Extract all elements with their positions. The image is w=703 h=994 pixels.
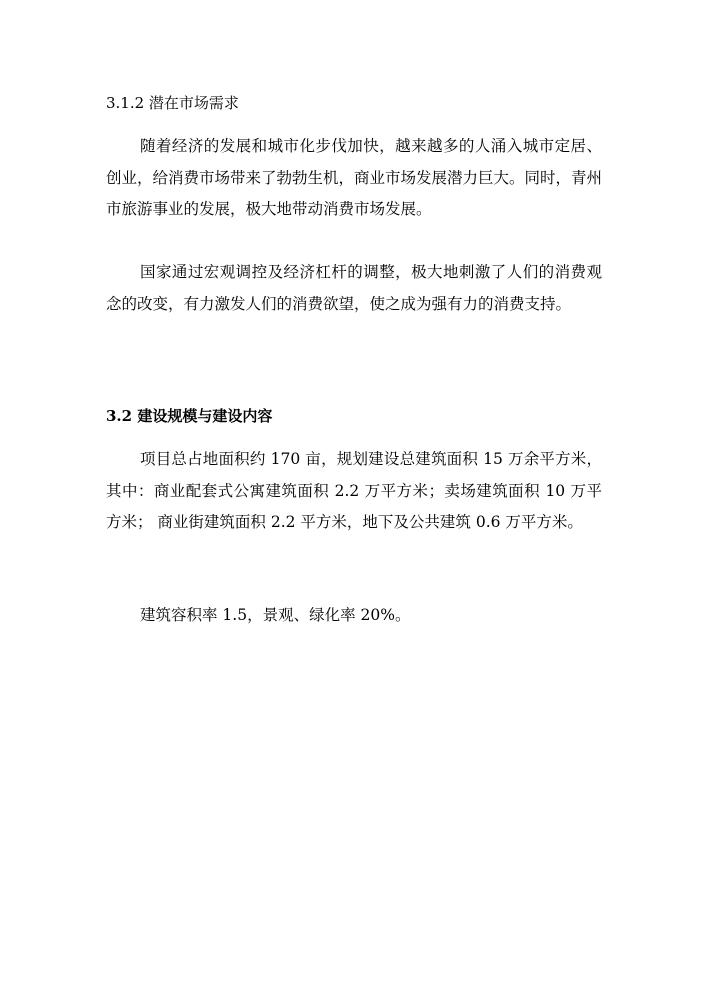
paragraph-urbanization: 随着经济的发展和城市化步伐加快，越来越多的人涌入城市定居、创业，给消费市场带来了勃勃生机，商业市场发展潜力巨大。同时，青州市旅游事业的发展，极大地带动消费市场发展。 [106,137,603,218]
section-heading-potential-demand: 3.1.2 潜在市场需求 [106,94,239,112]
section-heading-construction-scale: 3.2 建设规模与建设内容 [106,407,273,425]
paragraph-macro-control: 国家通过宏观调控及经济杠杆的调整，极大地刺激了人们的消费观念的改变，有力激发人们的消费欲望，使之成为强有力的消费支持。 [106,263,602,313]
paragraph-project-area: 项目总占地面积约 170 亩，规划建设总建筑面积 15 万余平方米，其中：商业配套式公寓建筑面积 2.2 万平方米；卖场建筑面积 10 万平方米； 商业街建筑面积 2.2 平方米，地下及公共建筑 0.6 万平方米。 [106,450,602,531]
paragraph-plot-ratio: 建筑容积率 1.5，景观、绿化率 20%。 [140,606,411,624]
